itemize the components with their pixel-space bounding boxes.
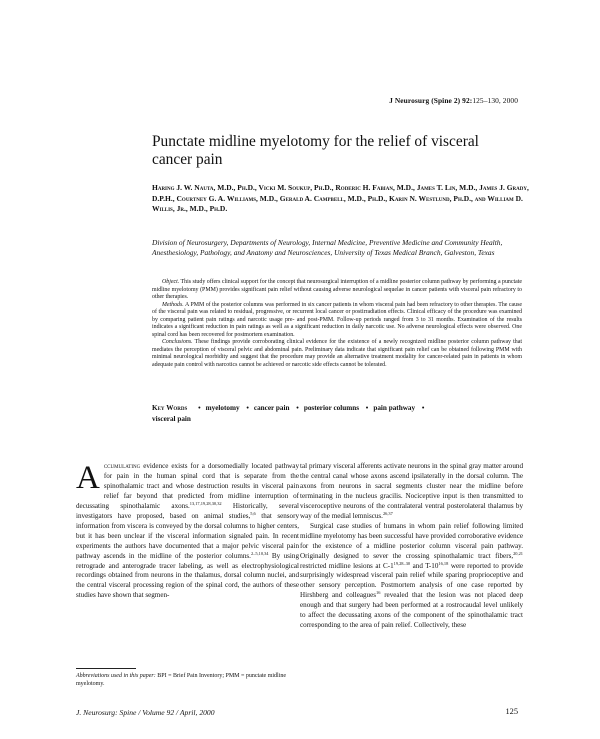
citation: 13,17,19,28,30,32: [189, 500, 222, 506]
keyword-item: myelotomy: [205, 404, 240, 412]
abstract-object-text: This study offers clinical support for the concept that neurosurgical interruption of a midline posterior column pathway by performing a punctate midline myelotomy (PMM) provides significant pain relief without causing adverse neurological sequelae in cancer patients with visceral pain refractory to other therapies.: [152, 279, 522, 301]
keywords: [152, 403, 522, 424]
page-number: 125: [505, 707, 518, 716]
keyword-separator: •: [296, 404, 299, 412]
abstract-methods-text: A PMM of the posterior columns was performed in six cancer patients in whom visceral pain had been refractory to other therapies. The cause of the visceral pain was related to residual, progressive, or recurrent local cancer or postirradiation effects. Clinical efficacy of the procedure was examined by comparing patient pain ratings and narcotic usage pre- and post-PMM. Follow-up periods ranged from 3 to 31 months. Examination of the results indicates a significant reduction in pain ratings as well as a significant reduction in daily narcotic use. No adverse neurological effects were observed. One spinal cord has been recovered for postmortem examination.: [152, 301, 522, 338]
body-text: and T-10: [410, 561, 439, 570]
body-text: restricted midline lesions at C-1: [300, 561, 394, 570]
footnote-text: BPI = Brief Pain Inventory; PMM = punctate midline myelotomy.: [76, 673, 287, 687]
abstract-methods: [152, 302, 522, 340]
abstract-conclusions-label: Conclusions.: [162, 339, 193, 346]
body-paragraph: [300, 462, 523, 522]
body-text: Surgical case studies of humans in whom pain relief following limited midline myelotomy has been successful have provided corroborative evidence for the existence of a midline posterior column visceral pain pathway. Originally designed to sever the crossing spinothalamic tract fibers,: [300, 521, 523, 560]
citation: 2–5,10,34: [250, 550, 269, 556]
abstract: [152, 279, 522, 370]
abstract-methods-label: Methods.: [162, 301, 184, 308]
journal-reference: [389, 96, 518, 105]
body-paragraph: [300, 522, 523, 631]
body-paragraph: [76, 462, 299, 601]
footer-journal: J. Neurosurg: Spine / Volume 92 / April, 2000: [76, 708, 215, 717]
lead-in-caps: ccumulating: [103, 462, 141, 470]
keyword-separator: •: [198, 404, 201, 412]
body-text: tal primary visceral afferents activate neurons in the spinal gray matter around the central canal whose axons ascend ipsilaterally in the dorsal column. The axons from neurons in sacral segments cluster near the midline before terminating in the nucleus gracilis. Nociceptive input is then transmitted to visceroceptive neurons of the contralateral ventral posterolateral thalamus by way of the medial lemniscus.: [300, 462, 523, 520]
drop-cap: A: [76, 460, 100, 496]
body-text: Historically, several investigators have proposed, based on animal studies,: [76, 501, 300, 520]
citation: 16,18: [438, 560, 449, 566]
abstract-conclusions-text: These findings provide corroborating clinical evidence for the existence of a newly recognized midline posterior column pathway that mediates the perception of visceral pelvic and abdominal pain. Preliminary data indicate that significant pain relief can be obtained following PMM with minimal neurological morbidity and suggest that the procedure may provide an alternative treatment modality for cancer-related pain in patients in whom adequate pain control with narcotics cannot be achieved or narcotic side effects cannot be tolerated.: [152, 339, 522, 369]
affiliation: Division of Neurosurgery, Departments of Neurology, Internal Medicine, Preventive Medicine and Community Health, Anesthesiology, Pathology, and Anatomy and Neurosciences, University of Texas Medical Branch, Galveston, Texas: [152, 238, 503, 258]
author-list: Haring J. W. Nauta, M.D., Ph.D., Vicki M. Soukup, Ph.D., Roderic H. Fabian, M.D., James T. Lin, M.D., James J. Grady, D.P.H., Courtney G. A. Williams, M.D., Gerald A. Campbell, M.D., Ph.D., Karin N. Westlund, Ph.D., and William D. Willis, Jr., M.D., Ph.D.: [152, 183, 529, 213]
keyword-separator: •: [365, 404, 369, 412]
footnote-divider: [76, 668, 136, 669]
keywords-label: Key Words: [152, 404, 188, 412]
journal-ref-pages: 125–130, 2000: [472, 96, 518, 105]
body-text: evidence exists for a dorsomedially located pathway for pain in the human spinal cord that is separate from the spinothalamic tract and whose destruction results in visceral pain relief far beyond that predicted from midline interruption of decussating spinothalamic axons.: [76, 462, 299, 510]
citation: 16: [376, 590, 381, 596]
footnote-label: Abbreviations used in this paper:: [76, 673, 156, 679]
body-text: By using retrograde and anterograde tracer labeling, as well as electrophysiological recordings obtained from neurons in the thalamus, dorsal column nuclei, and the central visceral processing region of the spinal cord, the authors of these studies have shown that segmen-: [76, 551, 299, 600]
abstract-object-label: Object.: [162, 279, 180, 285]
body-column-left: [76, 462, 299, 601]
citation: 19,28–30: [393, 560, 411, 566]
body-text: were reported to provide surprisingly widespread visceral pain relief while sparing proprioceptive and other sensory perception. Postmortem analysis of one case reported by Hirshberg and colleagues: [300, 561, 523, 600]
keyword-separator: •: [246, 404, 249, 412]
abstract-conclusions: [152, 339, 522, 369]
footnote: [76, 672, 299, 688]
keyword-item: pain pathway: [373, 404, 416, 412]
body-text: revealed that the lesion was not placed deep enough and that surgery had been performed at a rostrocaudal level unlikely to affect the decussating axons of the component of the spinothalamic tract corresponding to the area of pain relief. Collectively, these: [300, 591, 523, 630]
keyword-item: posterior columns: [303, 404, 359, 412]
keyword-item: visceral pain: [152, 414, 191, 423]
article-title: Punctate midline myelotomy for the relief of visceral cancer pain: [152, 133, 479, 168]
body-column-right: [300, 462, 523, 631]
journal-ref-text: J Neurosurg (Spine 2) 92:: [389, 96, 473, 105]
keyword-separator: •: [421, 404, 425, 412]
citation: 26,37: [382, 510, 393, 516]
body-text: that sensory information from viscera is conveyed by the dorsal columns to higher centers, but it has been unclear if the visceral information signaled pain. In recent experiments the authors have documented that a major pelvic visceral pain pathway ascends in the midline of the posterior columns.: [76, 511, 299, 560]
keyword-item: cancer pain: [253, 404, 290, 412]
abstract-object: [152, 279, 522, 302]
citation: 5,6: [250, 510, 256, 516]
citation: 20,21: [513, 550, 523, 556]
